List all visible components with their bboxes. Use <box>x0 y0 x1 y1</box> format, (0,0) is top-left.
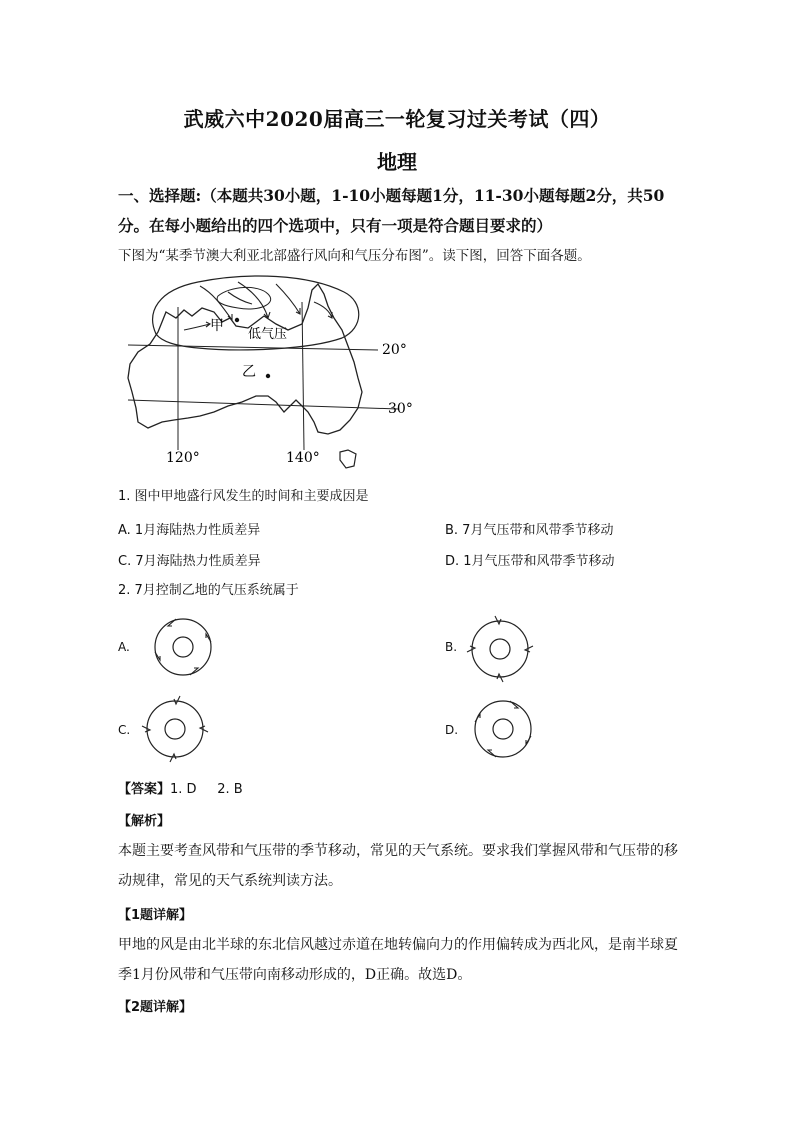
q2-option-a-diagram <box>148 614 218 680</box>
label-yi: 乙 <box>242 364 256 380</box>
jia-point <box>235 318 239 322</box>
analysis-tag: 【解析】 <box>118 814 171 829</box>
analysis-line1: 本题主要考查风带和气压带的季节移动，常见的天气系统。要求我们掌握风带和气压带的移 <box>118 843 678 859</box>
question-2-stem: 2. 7月控制乙地的气压系统属于 <box>118 583 299 598</box>
australia-coastline <box>128 284 362 434</box>
label-lat-20: 20° <box>382 342 407 358</box>
q1-option-a: A. 1月海陆热力性质差异 <box>118 523 261 538</box>
australia-wind-pressure-map <box>118 272 428 472</box>
subject-title: 地理 <box>377 150 417 174</box>
arrows-inward-clockwise <box>467 616 533 682</box>
answer-line <box>118 778 243 797</box>
detail-2-tag: 【2题详解】 <box>118 1000 193 1015</box>
q2-option-c-label: C. <box>118 723 131 737</box>
q2-option-d-diagram <box>468 694 538 764</box>
arrows-inward-counterclockwise <box>142 696 208 762</box>
section-heading-line1: 一、选择题:（本题共30小题，1-10小题每题1分，11-30小题每题2分，共50 <box>118 186 665 205</box>
answer-tag: 【答案】 <box>118 782 171 797</box>
label-jia: 甲 <box>210 318 224 334</box>
tasmania <box>340 450 356 468</box>
yi-point <box>266 374 270 378</box>
q2-option-b-diagram <box>465 614 535 684</box>
page-title: 武威六中2020届高三一轮复习过关考试（四） <box>183 107 611 131</box>
label-low-pressure: 低气压 <box>248 327 288 342</box>
q2-option-b-label: B. <box>445 640 458 654</box>
q1-option-b: B. 7月气压带和风带季节移动 <box>445 523 614 538</box>
question-intro: 下图为“某季节澳大利亚北部盛行风向和气压分布图”。读下图，回答下面各题。 <box>118 248 591 264</box>
q1-option-c: C. 7月海陆热力性质差异 <box>118 554 261 569</box>
q2-option-a-label: A. <box>118 640 130 654</box>
wind-arrows <box>184 282 332 330</box>
detail-1-tag: 【1题详解】 <box>118 908 193 923</box>
q2-option-c-diagram <box>140 694 210 764</box>
analysis-line2: 动规律，常见的天气系统判读方法。 <box>118 873 342 889</box>
detail-1-line1: 甲地的风是由北半球的东北信风越过赤道在地转偏向力的作用偏转成为西北风，是南半球夏 <box>118 937 678 953</box>
section-heading-line2: 分。在每小题给出的四个选项中，只有一项是符合题目要求的） <box>118 216 553 235</box>
question-1-stem: 1. 图中甲地盛行风发生的时间和主要成因是 <box>118 489 369 504</box>
label-lat-30: 30° <box>388 401 413 417</box>
answer-text: 1. D 2. B <box>170 782 243 797</box>
detail-1-line2: 季1月份风带和气压带向南移动形成的，D正确。故选D。 <box>118 967 472 983</box>
q1-option-d: D. 1月气压带和风带季节移动 <box>445 554 615 569</box>
q2-option-d-label: D. <box>445 723 459 737</box>
label-lon-120: 120° <box>166 450 200 466</box>
label-lon-140: 140° <box>286 450 320 466</box>
